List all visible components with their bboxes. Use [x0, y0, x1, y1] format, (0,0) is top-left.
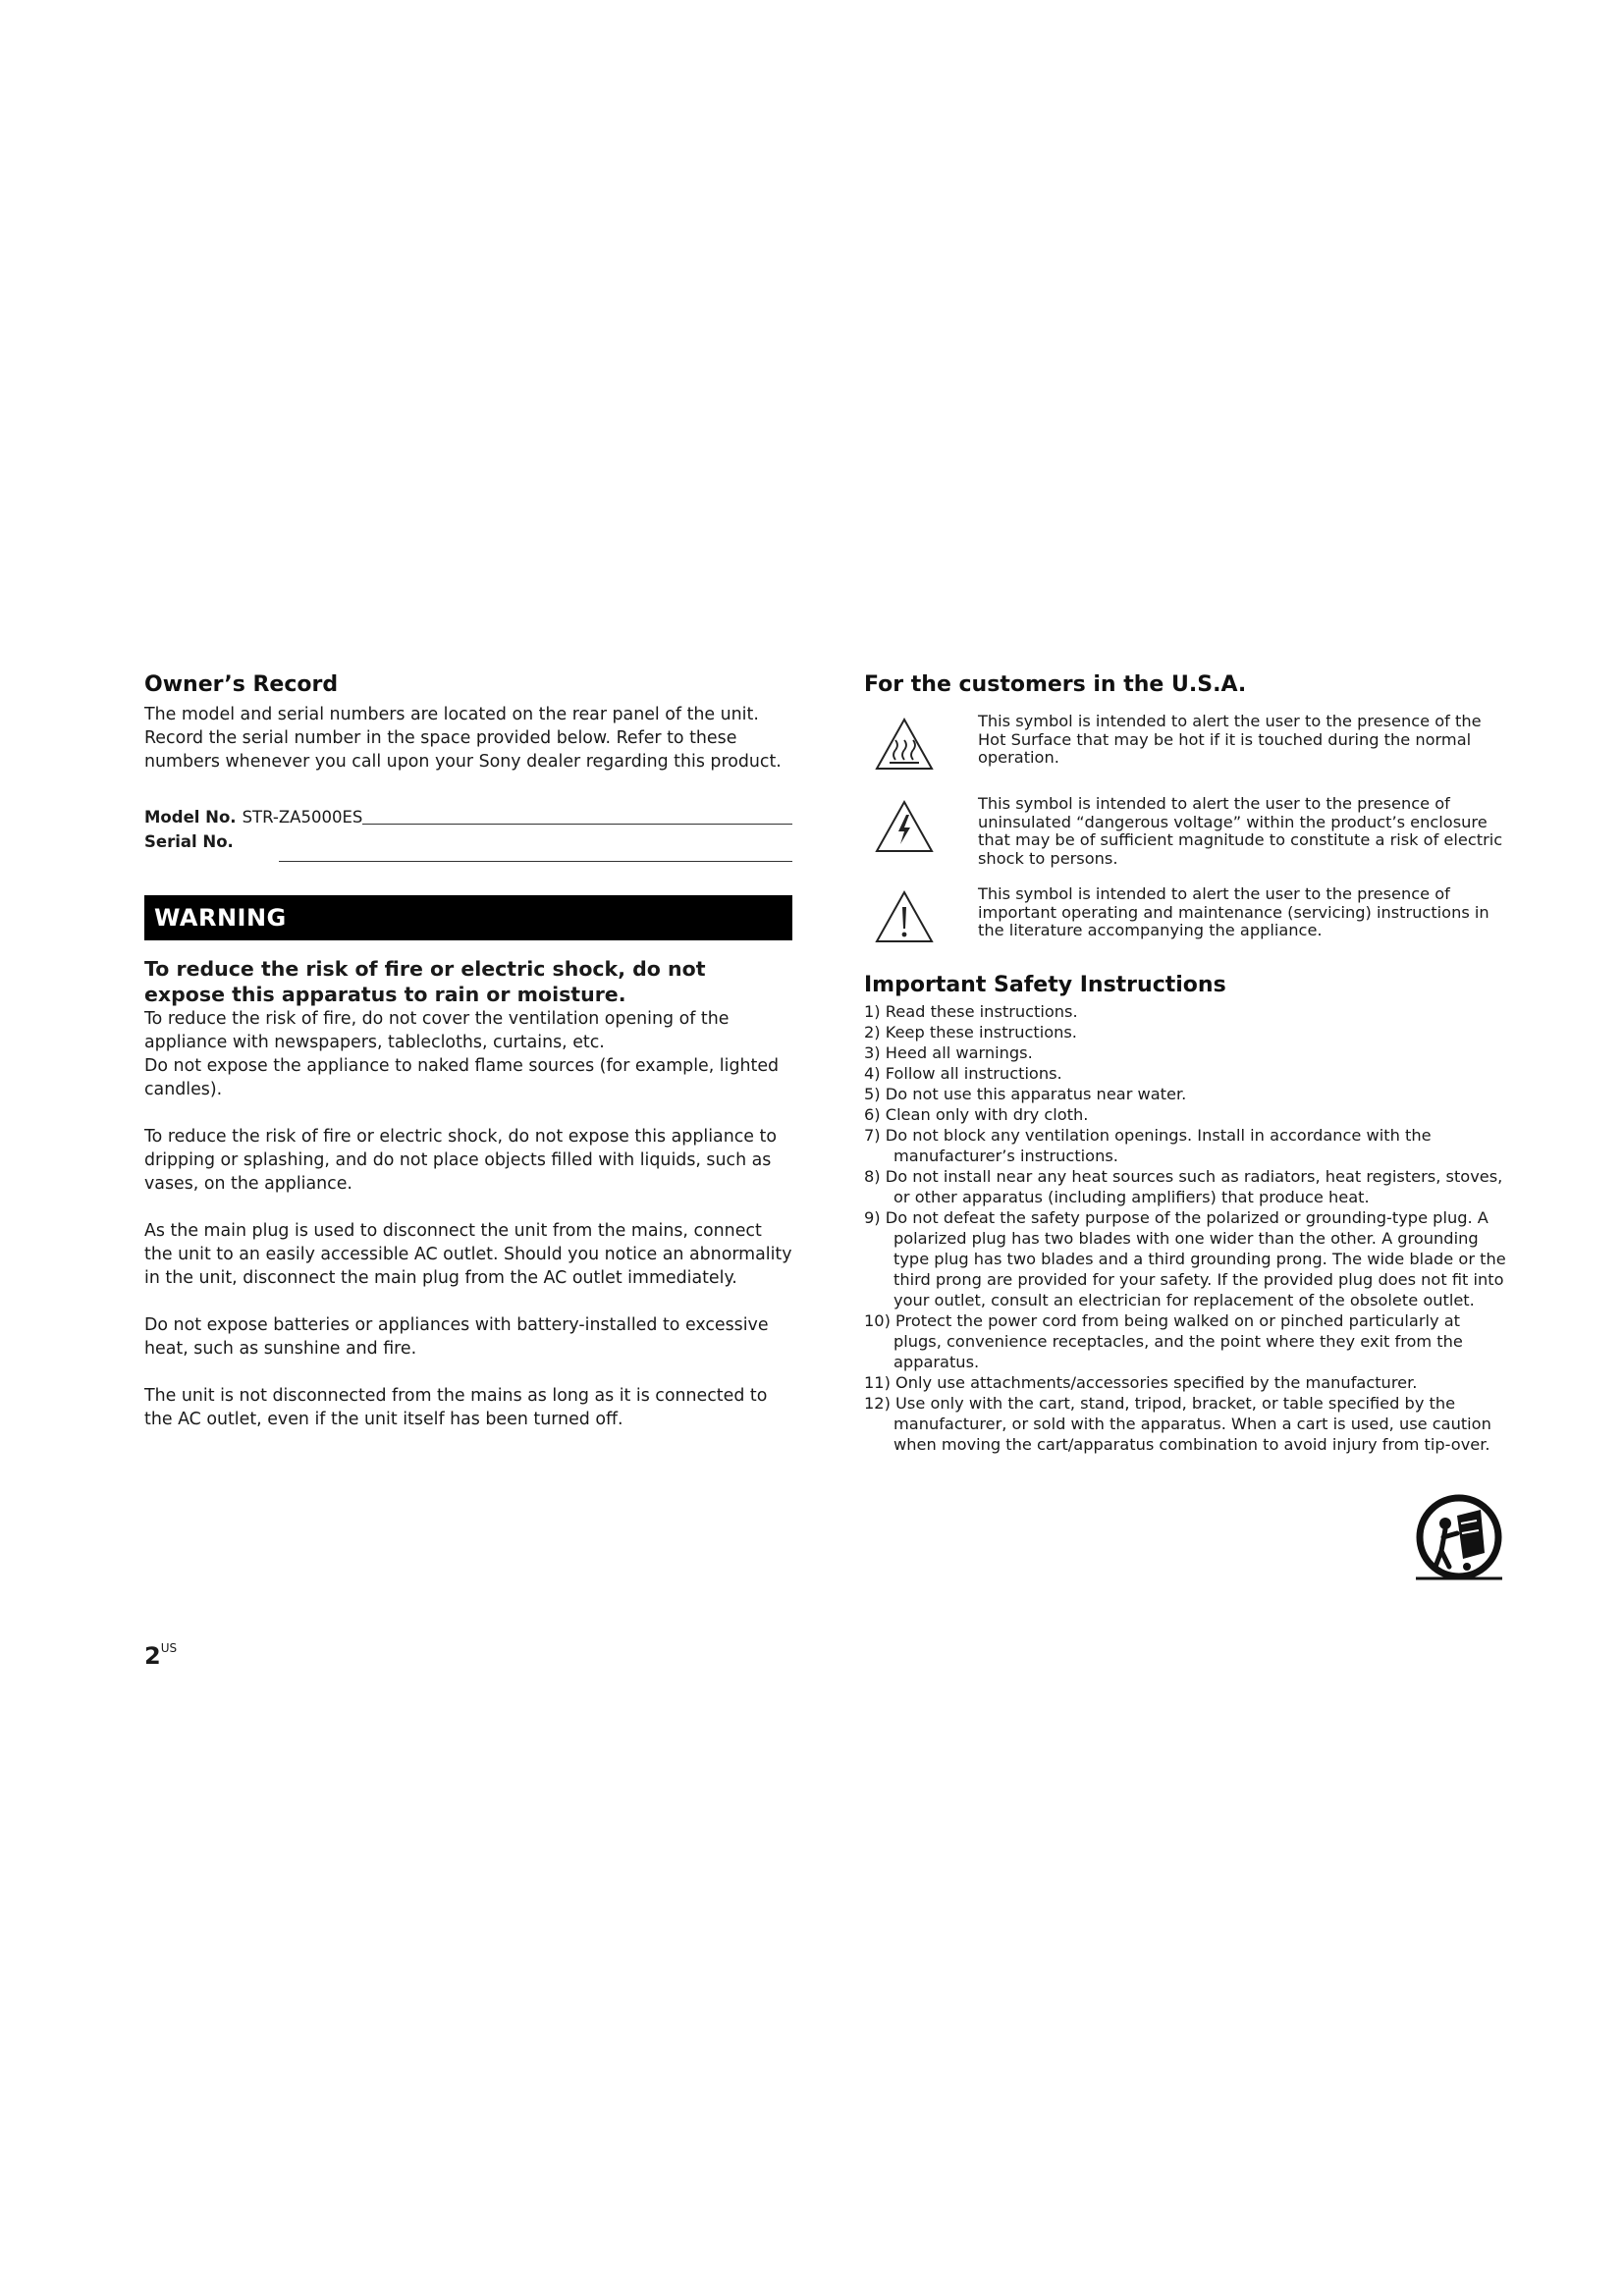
warning-paragraph-2: Do not expose the appliance to naked flame sources (for example, lighted candles). — [144, 1056, 780, 1099]
symbols-list — [864, 711, 1512, 950]
safety-title: Important Safety Instructions — [864, 973, 1226, 997]
warning-paragraph-1: To reduce the risk of fire, do not cover the ventilation opening of the appliance with newspapers, tablecloths, curtains, etc. — [144, 1009, 730, 1052]
lightning-bolt-icon — [864, 793, 978, 860]
warning-bar: WARNING — [144, 895, 792, 940]
owners-record-body: The model and serial numbers are located on the rear panel of the unit. Record the serial number in the space provided below. Refer to these numbers whenever you call upon your Sony dealer regarding this product. — [144, 705, 782, 772]
safety-list — [864, 1001, 1512, 1455]
right-column — [864, 671, 1512, 1455]
safety-item: 8) Do not install near any heat sources such as radiators, heat registers, stoves, or other apparatus (including amplifiers) that produce heat. — [864, 1167, 1503, 1206]
record-fields — [144, 801, 792, 864]
safety-item: 4) Follow all instructions. — [864, 1064, 1062, 1083]
symbol-text-exclamation: This symbol is intended to alert the user to the presence of important operating and maintenance (servicing) instructions in the literature accompanying the appliance. — [978, 884, 1489, 939]
safety-item: 10) Protect the power cord from being walked on or pinched particularly at plugs, convenience receptacles, and the point where they exit from the apparatus. — [864, 1311, 1463, 1371]
model-label: Model No. — [144, 808, 237, 827]
symbol-row-hot-surface — [864, 711, 1512, 777]
cart-tipover-icon — [1412, 1494, 1506, 1588]
model-line — [362, 824, 792, 825]
symbol-row-exclamation — [864, 883, 1512, 950]
serial-label: Serial No. — [144, 832, 234, 851]
model-value: STR-ZA5000ES — [242, 808, 363, 827]
serial-line — [279, 861, 792, 862]
safety-item: 7) Do not block any ventilation openings. Install in accordance with the manufacturer’s instructions. — [864, 1126, 1432, 1165]
page-number: $2^{US}$ — [144, 1641, 178, 1670]
left-column — [144, 671, 792, 1431]
symbol-row-voltage — [864, 793, 1512, 868]
safety-item: 6) Clean only with dry cloth. — [864, 1105, 1089, 1124]
exclamation-icon — [864, 883, 978, 950]
model-row — [144, 801, 792, 827]
symbol-text-hot-surface: This symbol is intended to alert the user to the presence of the Hot Surface that may be hot if it is touched during the normal operation. — [978, 712, 1482, 767]
warning-paragraph-3: To reduce the risk of fire or electric shock, do not expose this appliance to dripping or splashing, and do not place objects filled with liquids, such as vases, on the appliance. — [144, 1127, 777, 1194]
safety-item: 3) Heed all warnings. — [864, 1043, 1033, 1062]
serial-row — [144, 830, 792, 864]
warning-paragraph-6: The unit is not disconnected from the mains as long as it is connected to the AC outlet, even if the unit itself has been turned off. — [144, 1386, 768, 1429]
safety-item: 1) Read these instructions. — [864, 1002, 1078, 1021]
hot-surface-icon — [864, 711, 978, 777]
usa-title: For the customers in the U.S.A. — [864, 672, 1247, 697]
warning-paragraph-4: As the main plug is used to disconnect the unit from the mains, connect the unit to an easily accessible AC outlet. Should you notice an abnormality in the unit, disconnect the main plug from the AC outlet immediately. — [144, 1221, 792, 1288]
safety-item: 2) Keep these instructions. — [864, 1023, 1077, 1041]
safety-item: 5) Do not use this apparatus near water. — [864, 1085, 1187, 1103]
warning-headline: To reduce the risk of fire or electric shock, do not expose this apparatus to rain or moisture. — [144, 957, 706, 1006]
owners-record-title: Owner’s Record — [144, 672, 339, 697]
warning-paragraph-5: Do not expose batteries or appliances with battery-installed to excessive heat, such as sunshine and fire. — [144, 1315, 769, 1359]
safety-item: 11) Only use attachments/accessories specified by the manufacturer. — [864, 1373, 1418, 1392]
safety-item: 9) Do not defeat the safety purpose of the polarized or grounding-type plug. A polarized plug has two blades with one wider than the other. A grounding type plug has two blades and a third grounding prong. The wide blade or the third prong are provided for your safety. If the provided plug does not fit into your outlet, consult an electrician for replacement of the obsolete outlet. — [864, 1208, 1506, 1309]
safety-item: 12) Use only with the cart, stand, tripod, bracket, or table specified by the manufacturer, or sold with the apparatus. When a cart is used, use caution when moving the cart/apparatus combination to avoid injury from tip-over. — [864, 1394, 1491, 1454]
symbol-text-voltage: This symbol is intended to alert the user to the presence of uninsulated “dangerous voltage” within the product’s enclosure that may be of sufficient magnitude to constitute a risk of electric shock to persons. — [978, 794, 1503, 868]
page-suffix: US — [160, 1641, 178, 1655]
